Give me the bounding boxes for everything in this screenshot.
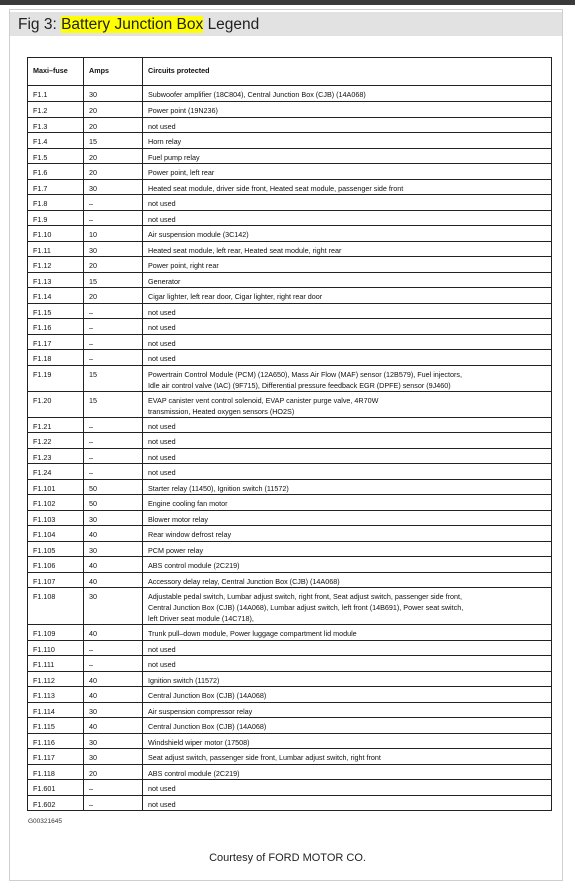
amps-cell: 15 [84, 272, 143, 288]
circuit-line: Air suspension compressor relay [148, 706, 253, 716]
fuse-cell: F1.13 [28, 272, 84, 288]
amps-cell: – [84, 210, 143, 226]
amps-cell: – [84, 464, 143, 480]
circuit-line: Accessory delay relay, Central Junction Box (CJB) (14A068) [148, 576, 340, 586]
amps-cell: 40 [84, 526, 143, 542]
table-row [28, 365, 552, 391]
fuse-cell: F1.110 [28, 640, 84, 656]
circuit-cell [143, 479, 552, 495]
amps-cell: 15 [84, 365, 143, 391]
circuit-line: left Driver seat module (14C718), [148, 614, 254, 623]
amps-cell: – [84, 795, 143, 811]
table-row [28, 86, 552, 102]
circuit-cell [143, 102, 552, 118]
circuit-line: not used [148, 338, 176, 348]
table-row [28, 764, 552, 780]
table-row [28, 656, 552, 672]
amps-cell: 30 [84, 86, 143, 102]
fuse-cell: F1.113 [28, 687, 84, 703]
fuse-cell: F1.3 [28, 117, 84, 133]
circuit-line: transmission, Heated oxygen sensors (HO2S) [148, 406, 295, 416]
figure-title-suffix: Legend [207, 16, 260, 33]
fuse-cell: F1.106 [28, 557, 84, 573]
fuse-cell: F1.111 [28, 656, 84, 672]
fuse-cell: F1.5 [28, 148, 84, 164]
table-body [28, 86, 552, 811]
circuit-line: Powertrain Control Module (PCM) (12A650), Mass Air Flow (MAF) sensor (12B579), Fuel injectors, [148, 369, 462, 379]
fuse-cell: F1.12 [28, 257, 84, 273]
header-maxi-fuse: Maxi–fuse [28, 58, 84, 86]
circuit-line: Fuel pump relay [148, 152, 200, 162]
amps-cell: – [84, 334, 143, 350]
circuit-cell [143, 764, 552, 780]
fuse-cell: F1.10 [28, 226, 84, 242]
circuit-cell [143, 86, 552, 102]
fuse-cell: F1.101 [28, 479, 84, 495]
amps-cell: 40 [84, 557, 143, 573]
table-row [28, 702, 552, 718]
fuse-cell: F1.1 [28, 86, 84, 102]
circuit-cell [143, 133, 552, 149]
fuse-cell: F1.22 [28, 433, 84, 449]
circuit-line: Seat adjust switch, passenger side front, Lumbar adjust switch, right front [148, 753, 381, 762]
circuit-line: not used [148, 121, 176, 131]
table-row [28, 391, 552, 417]
circuit-cell [143, 241, 552, 257]
fuse-cell: F1.118 [28, 764, 84, 780]
fuse-cell: F1.107 [28, 572, 84, 588]
top-border [0, 0, 575, 5]
fuse-cell: F1.102 [28, 495, 84, 511]
fuse-cell: F1.8 [28, 195, 84, 211]
circuit-line: Starter relay (11450), Ignition switch (11572) [148, 483, 289, 493]
amps-cell: 30 [84, 510, 143, 526]
circuit-cell [143, 795, 552, 811]
circuit-cell [143, 117, 552, 133]
amps-cell: – [84, 433, 143, 449]
circuit-cell [143, 780, 552, 796]
amps-cell: 30 [84, 702, 143, 718]
fuse-cell: F1.23 [28, 448, 84, 464]
amps-cell: – [84, 195, 143, 211]
fuse-cell: F1.601 [28, 780, 84, 796]
table-row [28, 495, 552, 511]
circuit-line: Power point (19N236) [148, 106, 218, 115]
circuit-cell [143, 226, 552, 242]
circuit-cell [143, 164, 552, 180]
circuit-cell [143, 510, 552, 526]
circuit-cell [143, 526, 552, 542]
fuse-cell: F1.15 [28, 303, 84, 319]
circuit-cell [143, 656, 552, 672]
table-row [28, 257, 552, 273]
fuse-cell: F1.21 [28, 417, 84, 433]
table-row [28, 541, 552, 557]
amps-cell: 15 [84, 133, 143, 149]
circuit-line: Power point, left rear [148, 168, 215, 177]
amps-cell: 20 [84, 148, 143, 164]
amps-cell: 40 [84, 572, 143, 588]
table-row [28, 350, 552, 366]
circuit-line: EVAP canister vent control solenoid, EVAP canister purge valve, 4R70W [148, 395, 379, 405]
table-header-row [28, 58, 552, 86]
circuit-cell [143, 148, 552, 164]
figure-title-prefix: Fig 3: [18, 16, 57, 33]
circuit-line: Central Junction Box (CJB) (14A068) [148, 722, 267, 731]
fuse-cell: F1.112 [28, 671, 84, 687]
circuit-line: Power point, right rear [148, 261, 219, 270]
courtesy-credit: Courtesy of FORD MOTOR CO. [209, 852, 366, 864]
circuit-line: Heated seat module, driver side front, Heated seat module, passenger side front [148, 183, 404, 193]
fuse-cell: F1.11 [28, 241, 84, 257]
circuit-line: not used [148, 468, 176, 477]
amps-cell: 20 [84, 764, 143, 780]
table-row [28, 148, 552, 164]
table-row [28, 718, 552, 734]
circuit-cell [143, 625, 552, 641]
table-row [28, 102, 552, 118]
amps-cell: 30 [84, 241, 143, 257]
circuit-cell [143, 557, 552, 573]
circuit-cell [143, 464, 552, 480]
amps-cell: 40 [84, 671, 143, 687]
fuse-cell: F1.4 [28, 133, 84, 149]
circuit-cell [143, 702, 552, 718]
fuse-cell: F1.19 [28, 365, 84, 391]
table-row [28, 687, 552, 703]
circuit-cell [143, 179, 552, 195]
amps-cell: 20 [84, 164, 143, 180]
fuse-cell: F1.104 [28, 526, 84, 542]
amps-cell: 30 [84, 588, 143, 625]
circuit-cell [143, 640, 552, 656]
fuse-cell: F1.17 [28, 334, 84, 350]
fuse-cell: F1.108 [28, 588, 84, 625]
amps-cell: – [84, 448, 143, 464]
circuit-line: not used [148, 437, 176, 446]
amps-cell: 30 [84, 749, 143, 765]
circuit-cell [143, 671, 552, 687]
amps-cell: – [84, 303, 143, 319]
circuit-line: not used [148, 784, 176, 793]
amps-cell: – [84, 780, 143, 796]
fuse-cell: F1.16 [28, 319, 84, 335]
circuit-line: not used [148, 644, 176, 654]
circuit-line: not used [148, 799, 176, 809]
circuit-cell [143, 319, 552, 335]
amps-cell: – [84, 417, 143, 433]
legend-document [27, 57, 551, 811]
circuit-cell [143, 303, 552, 319]
fuse-cell: F1.7 [28, 179, 84, 195]
table-row [28, 417, 552, 433]
circuit-cell [143, 733, 552, 749]
circuit-cell [143, 365, 552, 391]
table-row [28, 195, 552, 211]
table-row [28, 671, 552, 687]
table-row [28, 288, 552, 304]
circuit-cell [143, 433, 552, 449]
fuse-cell: F1.105 [28, 541, 84, 557]
circuit-cell [143, 210, 552, 226]
circuit-line: Ignition switch (11572) [148, 675, 220, 685]
fuse-cell: F1.115 [28, 718, 84, 734]
fuse-cell: F1.9 [28, 210, 84, 226]
circuit-cell [143, 350, 552, 366]
circuit-line: Generator [148, 276, 181, 286]
table-row [28, 557, 552, 573]
fuse-cell: F1.18 [28, 350, 84, 366]
amps-cell: 30 [84, 541, 143, 557]
table-row [28, 572, 552, 588]
fuse-cell: F1.24 [28, 464, 84, 480]
table-row [28, 448, 552, 464]
table-row [28, 226, 552, 242]
table-row [28, 733, 552, 749]
circuit-line: Cigar lighter, left rear door, Cigar lighter, right rear door [148, 292, 323, 301]
figure-title [18, 15, 259, 35]
circuit-cell [143, 448, 552, 464]
circuit-cell [143, 687, 552, 703]
amps-cell: 30 [84, 733, 143, 749]
amps-cell: 30 [84, 179, 143, 195]
fuse-cell: F1.14 [28, 288, 84, 304]
table-row [28, 319, 552, 335]
circuit-line: Windshield wiper motor (17508) [148, 737, 250, 747]
amps-cell: 20 [84, 257, 143, 273]
fuse-cell: F1.2 [28, 102, 84, 118]
amps-cell: – [84, 656, 143, 672]
circuit-line: Trunk pull–down module, Power luggage compartment lid module [148, 629, 357, 638]
table-row [28, 749, 552, 765]
circuit-line: Blower motor relay [148, 514, 208, 524]
circuit-line: Air suspension module (3C142) [148, 230, 249, 239]
circuit-line: Central Junction Box (CJB) (14A068), Lumbar adjust switch, left front (14B691), Power seat switch, [148, 603, 464, 612]
amps-cell: 40 [84, 718, 143, 734]
circuit-line: not used [148, 199, 176, 208]
fuse-cell: F1.6 [28, 164, 84, 180]
table-row [28, 164, 552, 180]
circuit-cell [143, 588, 552, 625]
table-row [28, 780, 552, 796]
circuit-cell [143, 257, 552, 273]
circuit-line: not used [148, 452, 176, 462]
amps-cell: 20 [84, 102, 143, 118]
table-row [28, 133, 552, 149]
table-row [28, 334, 552, 350]
table-row [28, 479, 552, 495]
table-row [28, 210, 552, 226]
circuit-cell [143, 495, 552, 511]
table-row [28, 588, 552, 625]
table-row [28, 241, 552, 257]
table-row [28, 303, 552, 319]
fuse-cell: F1.20 [28, 391, 84, 417]
amps-cell: – [84, 640, 143, 656]
header-amps: Amps [84, 58, 143, 86]
amps-cell: 50 [84, 479, 143, 495]
amps-cell: 50 [84, 495, 143, 511]
circuit-cell [143, 718, 552, 734]
figure-title-highlight[interactable]: Battery Junction Box [61, 16, 204, 33]
amps-cell: – [84, 319, 143, 335]
circuit-line: Horn relay [148, 137, 182, 146]
figure-code: G00321645 [28, 818, 62, 825]
table-row [28, 640, 552, 656]
circuit-line: not used [148, 323, 176, 332]
circuit-cell [143, 572, 552, 588]
amps-cell: 40 [84, 625, 143, 641]
circuit-line: not used [148, 421, 176, 431]
circuit-cell [143, 334, 552, 350]
table-row [28, 464, 552, 480]
amps-cell: 20 [84, 117, 143, 133]
circuit-cell [143, 541, 552, 557]
amps-cell: 20 [84, 288, 143, 304]
table-row [28, 117, 552, 133]
fuse-cell: F1.103 [28, 510, 84, 526]
fuse-legend-table [27, 57, 552, 811]
fuse-cell: F1.602 [28, 795, 84, 811]
table-row [28, 526, 552, 542]
table-row [28, 272, 552, 288]
circuit-line: Idle air control valve (IAC) (9F715), Differential pressure feedback EGR (DPFE) sensor (9J460) [148, 380, 451, 390]
amps-cell: 10 [84, 226, 143, 242]
circuit-line: not used [148, 354, 176, 363]
fuse-cell: F1.116 [28, 733, 84, 749]
circuit-cell [143, 417, 552, 433]
circuit-line: not used [148, 307, 176, 317]
circuit-cell [143, 749, 552, 765]
circuit-line: Central Junction Box (CJB) (14A068) [148, 691, 267, 700]
fuse-cell: F1.109 [28, 625, 84, 641]
table-row [28, 510, 552, 526]
table-row [28, 795, 552, 811]
circuit-line: ABS control module (2C219) [148, 768, 240, 778]
circuit-line: Engine cooling fan motor [148, 499, 228, 508]
amps-cell: 15 [84, 391, 143, 417]
circuit-line: Subwoofer amplifier (18C804), Central Junction Box (CJB) (14A068) [148, 90, 366, 99]
circuit-line: Adjustable pedal switch, Lumbar adjust switch, right front, Seat adjust switch, passenger side front, [148, 592, 463, 601]
circuit-cell [143, 391, 552, 417]
circuit-cell [143, 195, 552, 211]
amps-cell: – [84, 350, 143, 366]
header-circuits-protected: Circuits protected [143, 58, 552, 86]
circuit-line: ABS control module (2C219) [148, 561, 240, 570]
fuse-cell: F1.114 [28, 702, 84, 718]
circuit-cell [143, 272, 552, 288]
table-row [28, 625, 552, 641]
circuit-cell [143, 288, 552, 304]
table-row [28, 179, 552, 195]
fuse-cell: F1.117 [28, 749, 84, 765]
circuit-line: PCM power relay [148, 545, 204, 555]
circuit-line: Heated seat module, left rear, Heated seat module, right rear [148, 245, 342, 255]
table-row [28, 433, 552, 449]
amps-cell: 40 [84, 687, 143, 703]
circuit-line: not used [148, 660, 176, 669]
circuit-line: not used [148, 214, 176, 224]
circuit-line: Rear window defrost relay [148, 530, 232, 539]
